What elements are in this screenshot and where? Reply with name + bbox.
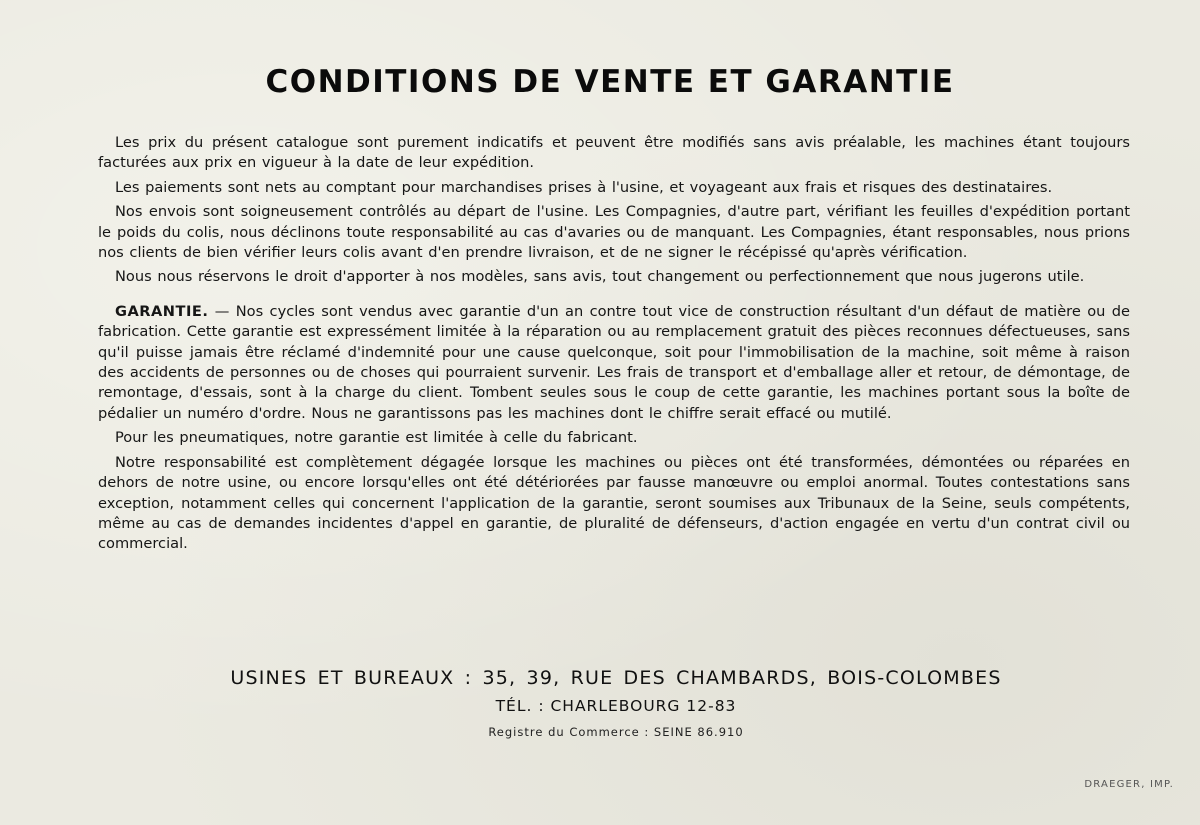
paragraph-prices: Les prix du présent catalogue sont purement indicatifs et peuvent être modifiés sans avis préalable, les machines étant toujours facturées aux prix en vigueur à la date de leur expédition. bbox=[98, 134, 1130, 172]
paragraph-payments: Les paiements sont nets au comptant pour marchandises prises à l'usine, et voyageant aux frais et risques des destinataires. bbox=[115, 178, 1053, 196]
paragraph-tyres: Pour les pneumatiques, notre garantie est limitée à celle du fabricant. bbox=[115, 429, 638, 447]
footer-phone: TÉL. : CHARLEBOURG 12-83 bbox=[495, 697, 737, 715]
paragraph-responsibility: Notre responsabilité est complètement dégagée lorsque les machines ou pièces ont été transformées, démontées ou réparées en dehors de notre usine, ou encore lorsqu'elles ont été détériorées par fausse manœuvre ou emploi anormal. Toutes contestations sans exception, notamment celles qui concernent l'application de la garantie, seront soumises aux Tribunaux de la Seine, seuls compétents, même au cas de demandes incidentes d'appel en garantie, de pluralité de défenseurs, d'action engagée en vertu d'un contrat civil ou commercial. bbox=[98, 453, 1130, 553]
footer-address: USINES ET BUREAUX : 35, 39, RUE DES CHAMBARDS, BOIS-COLOMBES bbox=[230, 667, 1002, 689]
footer-register: Registre du Commerce : SEINE 86.910 bbox=[488, 725, 744, 739]
document-body bbox=[98, 133, 1130, 559]
garantie-label: GARANTIE. bbox=[115, 302, 209, 320]
printer-mark: DRAEGER, IMP. bbox=[1084, 779, 1174, 790]
document-title: CONDITIONS DE VENTE ET GARANTIE bbox=[265, 64, 955, 100]
paragraph-garantie bbox=[98, 302, 1130, 424]
paragraph-models: Nous nous réservons le droit d'apporter à nos modèles, sans avis, tout changement ou perfectionnement que nous jugerons utile. bbox=[115, 268, 1085, 286]
paragraph-shipments: Nos envois sont soigneusement contrôlés au départ de l'usine. Les Compagnies, d'autre part, vérifiant les feuilles d'expédition portant le poids du colis, nous déclinons toute responsabilité au cas d'avaries ou de manquant. Les Compagnies, étant responsables, nous prions nos clients de bien vérifier leurs colis avant d'en prendre livraison, et de ne signer le récépissé qu'après vérification. bbox=[98, 203, 1130, 262]
garantie-text: — Nos cycles sont vendus avec garantie d'un an contre tout vice de construction résultant d'un défaut de matière ou de fabrication. Cette garantie est expressément limitée à la réparation ou au remplacement gratuit des pièces reconnues défectueuses, sans qu'il puisse jamais être réclamé d'indemnité pour une cause quelconque, soit pour l'immobilisation de la machine, soit même à raison des accidents de personnes ou de choses qui pourraient survenir. Les frais de transport et d'emballage aller et retour, de démontage, de remontage, d'essais, sont à la charge du client. Tombent seules sous le coup de cette garantie, les machines portant sous la boîte de pédalier un numéro d'ordre. Nous ne garantissons pas les machines dont le chiffre serait effacé ou mutilé. bbox=[98, 302, 1130, 422]
